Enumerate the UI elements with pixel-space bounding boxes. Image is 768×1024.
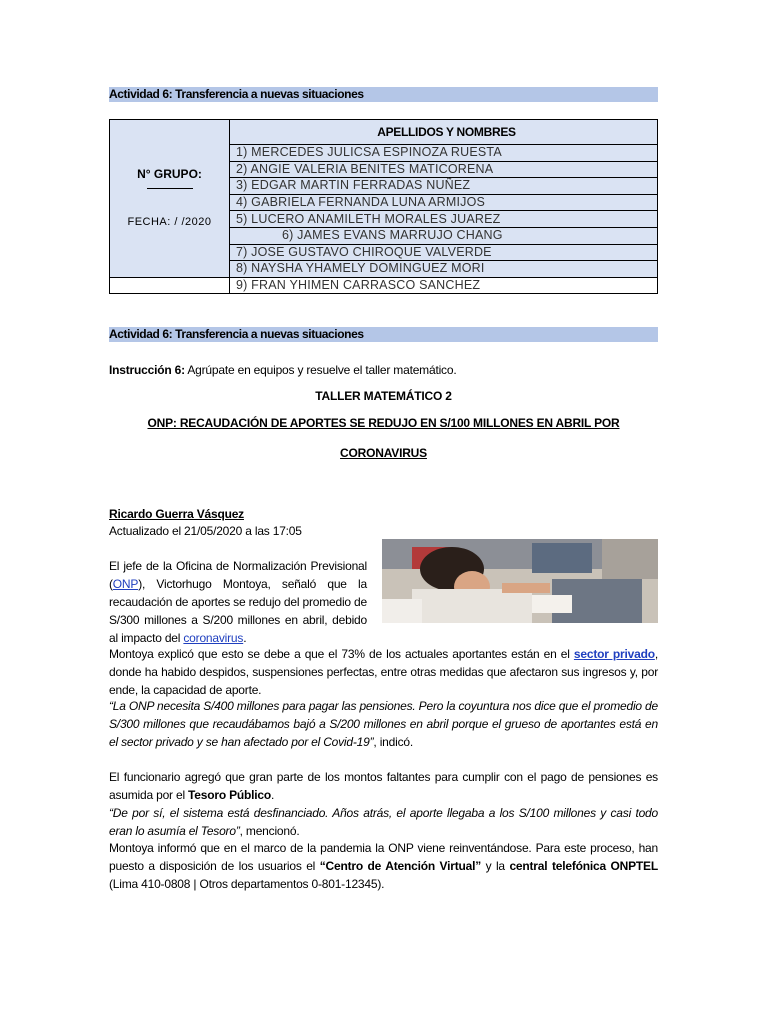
sector-privado-link[interactable]: sector privado xyxy=(573,647,655,661)
paragraph-4: Montoya informó que en el marco de la pandemia la ONP viene reinventándose. Para este proceso, han puesto a disposición de los usuarios el “Centro de Atención Virtual” y la central telefónica ONPTEL (Lima 410-0808 | Otros departamentos 0-801-12345). xyxy=(109,841,658,891)
member-row: 1) MERCEDES JULICSA ESPINOZA RUESTA xyxy=(230,145,658,162)
news-photo xyxy=(382,539,658,623)
member-row: 9) FRAN YHIMEN CARRASCO SANCHEZ xyxy=(230,277,658,294)
paragraph-2: Montoya explicó que esto se debe a que el 73% de los actuales aportantes están en el sector privado, donde ha habido despidos, suspensiones perfectas, entre otras medidas que afectaron sus ingresos y, por ende, la capacidad de aporte. xyxy=(109,647,658,697)
instruction-text: Agrúpate en equipos y resuelve el taller matemático. xyxy=(184,363,457,377)
names-header: APELLIDOS Y NOMBRES xyxy=(230,120,658,145)
updated-date: Actualizado el 21/05/2020 a las 17:05 xyxy=(109,524,302,538)
activity-title-band xyxy=(109,327,658,342)
empty-cell xyxy=(110,277,230,294)
headline-line-2: CORONAVIRUS xyxy=(340,446,427,460)
paragraph-3: El funcionario agregó que gran parte de los montos faltantes para cumplir con el pago de pensiones es asumida por el Tesoro Público. xyxy=(109,770,658,802)
member-row: 2) ANGIE VALERIA BENITES MATICORENA xyxy=(230,161,658,178)
group-table xyxy=(109,119,658,294)
instruction xyxy=(109,361,658,379)
headline-line-1: ONP: RECAUDACIÓN DE APORTES SE REDUJO EN S/100 MILLONES EN ABRIL POR xyxy=(147,416,620,430)
activity-title: Actividad 6: Transferencia a nuevas situaciones xyxy=(109,87,364,101)
member-row: 5) LUCERO ANAMILETH MORALES JUAREZ xyxy=(230,211,658,228)
activity-title: Actividad 6: Transferencia a nuevas situaciones xyxy=(109,327,364,341)
author: Ricardo Guerra Vásquez xyxy=(109,507,244,521)
quote-1: “La ONP necesita S/400 millones para pagar las pensiones. Pero la coyuntura nos dice que el promedio de S/300 millones que recaudábamos bajó a S/200 millones en abril porque el grueso de aportantes está en el sector privado y se han afectado por el Covid-19”, indicó. xyxy=(109,699,658,749)
grupo-blank-line xyxy=(147,188,193,189)
activity-title-band xyxy=(109,87,658,102)
member-row: 6) JAMES EVANS MARRUJO CHANG xyxy=(230,227,658,244)
quote-2: “De por sí, el sistema está desfinanciado. Años atrás, el aporte llegaba a los S/100 millones y casi todo eran lo asumía el Tesoro”, mencionó. xyxy=(109,806,658,838)
onp-link[interactable]: ONP xyxy=(112,577,139,591)
instruction-label: Instrucción 6: xyxy=(109,363,185,377)
paragraph-1: El jefe de la Oficina de Normalización Previsional (ONP), Victorhugo Montoya, señaló que la recaudación de aportes se redujo del promedio de S/300 millones a S/200 millones en abril, debido al impacto del coronavirus. xyxy=(109,559,367,645)
member-row: 4) GABRIELA FERNANDA LUNA ARMIJOS xyxy=(230,194,658,211)
grupo-label: N° GRUPO: xyxy=(137,166,202,181)
member-row: 8) NAYSHA YHAMELY DOMINGUEZ MORI xyxy=(230,261,658,278)
member-row: 3) EDGAR MARTIN FERRADAS NUÑEZ xyxy=(230,178,658,195)
fecha-label: FECHA: / /2020 xyxy=(127,215,212,228)
group-info-cell xyxy=(110,120,230,278)
taller-title: TALLER MATEMÁTICO 2 xyxy=(315,389,452,403)
coronavirus-link[interactable]: coronavirus xyxy=(183,631,244,645)
member-row: 7) JOSE GUSTAVO CHIROQUE VALVERDE xyxy=(230,244,658,261)
